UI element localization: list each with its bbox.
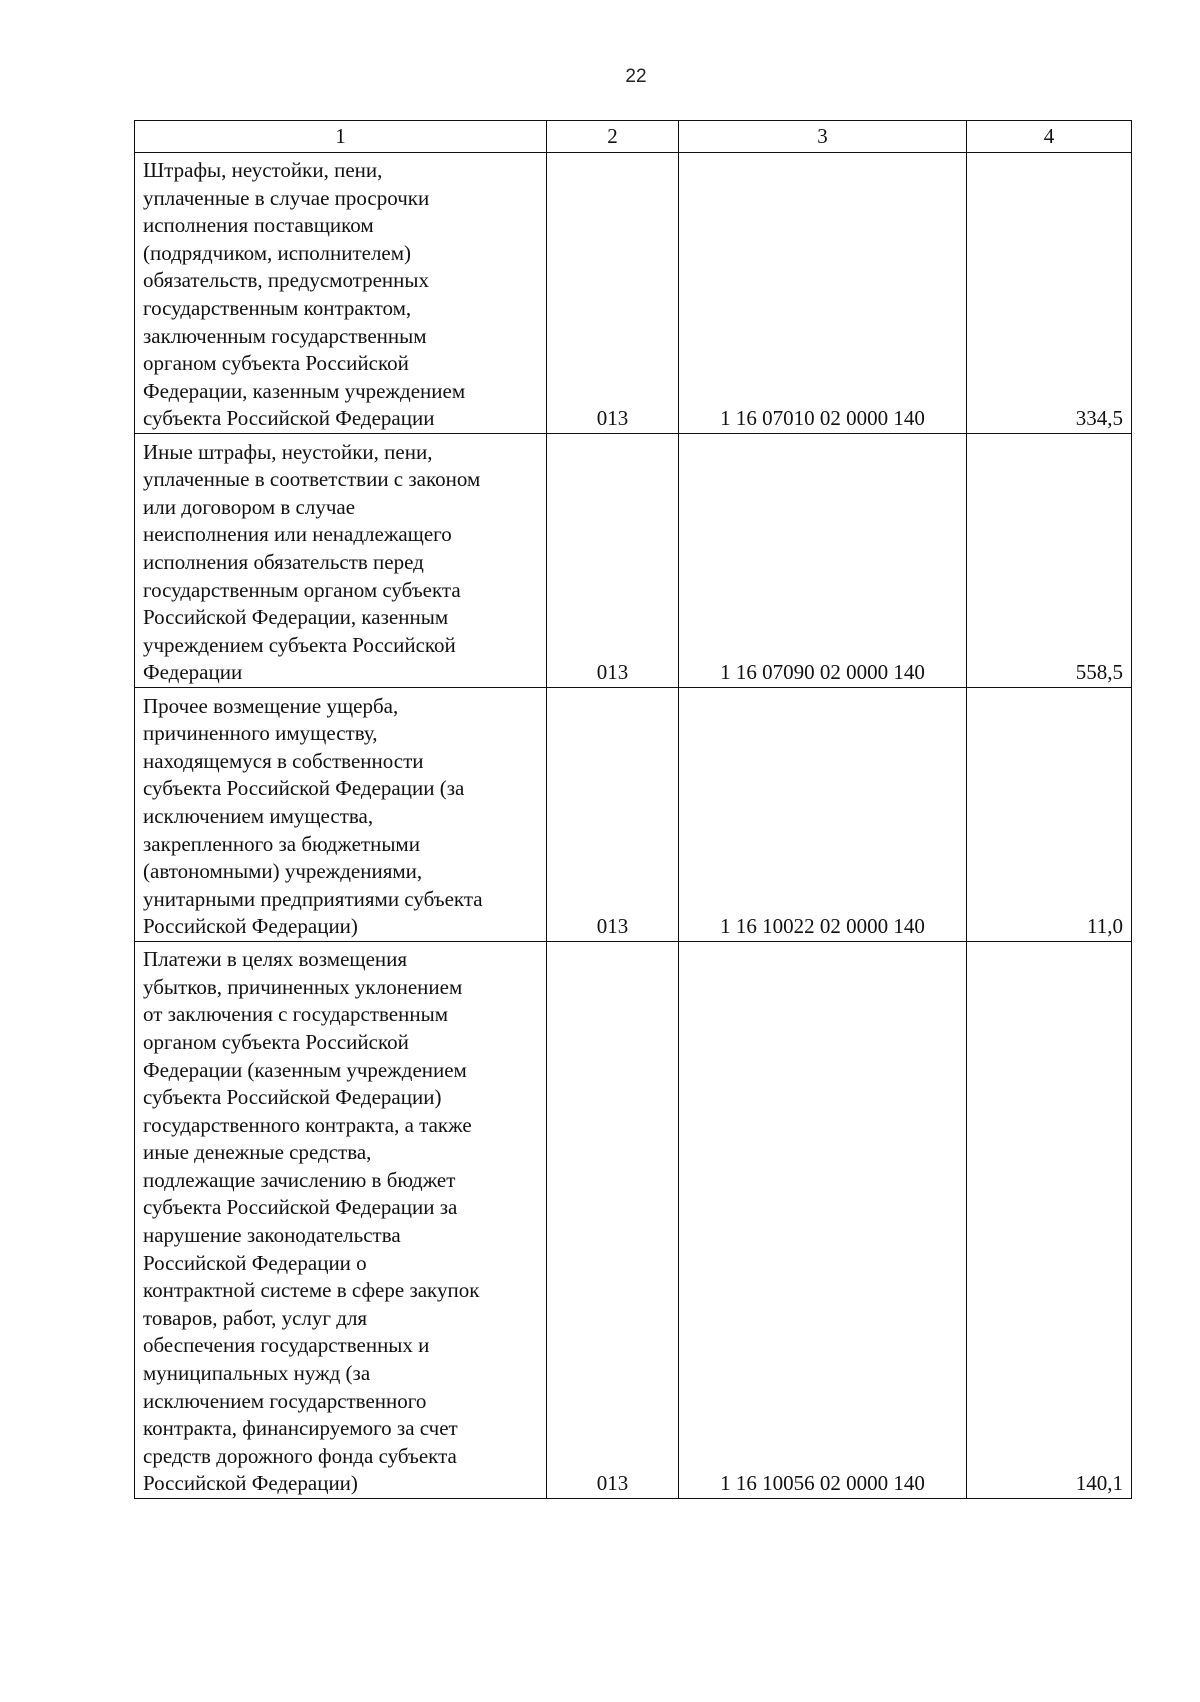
table-row — [135, 942, 1132, 1499]
page-number: 22 — [625, 66, 647, 87]
column-header-2: 2 — [547, 121, 679, 153]
table-row — [135, 153, 1132, 434]
column-header-4: 4 — [967, 121, 1132, 153]
income-name-cell: Платежи в целях возмещения убытков, причиненных уклонением от заключения с государственным органом субъекта Российской Федерации (казенным учреждением субъекта Российской Федерации) государственного контракта, а также иные денежные средства, подлежащие зачислению в бюджет субъекта Российской Федерации за нарушение законодательства Российской Федерации о контрактной системе в сфере закупок товаров, работ, услуг для обеспечения государственных и муниципальных нужд (за исключением государственного контракта, финансируемого за счет средств дорожного фонда субъекта Российской Федерации) — [135, 942, 547, 1499]
amount-cell: 334,5 — [967, 153, 1132, 434]
column-header-1: 1 — [135, 121, 547, 153]
revenue-table — [134, 120, 1132, 1499]
kbk-code-cell: 1 16 10022 02 0000 140 — [679, 688, 967, 942]
kbk-code-cell: 1 16 07010 02 0000 140 — [679, 153, 967, 434]
amount-cell: 558,5 — [967, 434, 1132, 688]
admin-code-cell: 013 — [547, 153, 679, 434]
income-name-cell: Штрафы, неустойки, пени, уплаченные в случае просрочки исполнения поставщиком (подрядчиком, исполнителем) обязательств, предусмотренных государственным контрактом, заключенным государственным органом субъекта Российской Федерации, казенным учреждением субъекта Российской Федерации — [135, 153, 547, 434]
amount-cell: 140,1 — [967, 942, 1132, 1499]
kbk-code-cell: 1 16 10056 02 0000 140 — [679, 942, 967, 1499]
table-row — [135, 434, 1132, 688]
income-name-cell: Иные штрафы, неустойки, пени, уплаченные в соответствии с законом или договором в случае неисполнения или ненадлежащего исполнения обязательств перед государственным органом субъекта Российской Федерации, казенным учреждением субъекта Российской Федерации — [135, 434, 547, 688]
table-header — [135, 121, 1132, 153]
kbk-code-cell: 1 16 07090 02 0000 140 — [679, 434, 967, 688]
table-row — [135, 688, 1132, 942]
table-body — [135, 153, 1132, 1499]
amount-cell: 11,0 — [967, 688, 1132, 942]
admin-code-cell: 013 — [547, 688, 679, 942]
column-header-3: 3 — [679, 121, 967, 153]
income-name-cell: Прочее возмещение ущерба, причиненного имуществу, находящемуся в собственности субъекта Российской Федерации (за исключением имущества, закрепленного за бюджетными (автономными) учреждениями, унитарными предприятиями субъекта Российской Федерации) — [135, 688, 547, 942]
admin-code-cell: 013 — [547, 434, 679, 688]
admin-code-cell: 013 — [547, 942, 679, 1499]
header-row — [135, 121, 1132, 153]
